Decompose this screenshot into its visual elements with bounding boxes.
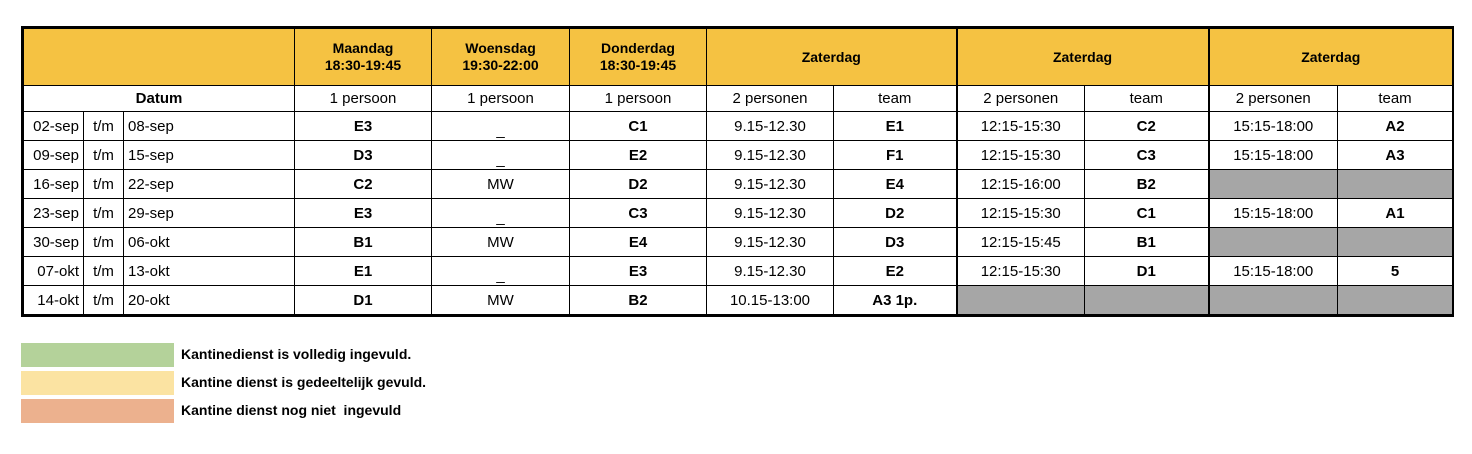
cell-sat3-team: A2 [1338, 112, 1453, 141]
legend-swatch-complete [21, 343, 174, 367]
cell-sat1-team: D2 [834, 199, 957, 228]
date-from: 09-sep [24, 141, 84, 170]
cell-sat3-time: 15:15-18:00 [1209, 141, 1338, 170]
sub-sat3-team: team [1338, 86, 1453, 112]
cell-sat1-time: 9.15-12.30 [707, 112, 834, 141]
cell-sat3-time: 15:15-18:00 [1209, 257, 1338, 286]
cell-monday: E3 [295, 199, 432, 228]
cell-sat1-time: 9.15-12.30 [707, 228, 834, 257]
date-sep: t/m [84, 286, 124, 315]
cell-sat1-time: 9.15-12.30 [707, 257, 834, 286]
cell-sat1-time: 9.15-12.30 [707, 170, 834, 199]
cell-monday: E3 [295, 112, 432, 141]
cell-sat3-time [1209, 170, 1338, 199]
cell-sat2-team: C3 [1085, 141, 1209, 170]
cell-sat1-team: D3 [834, 228, 957, 257]
date-sep: t/m [84, 199, 124, 228]
cell-monday: D1 [295, 286, 432, 315]
cell-sat1-team: E2 [834, 257, 957, 286]
cell-thursday: C3 [570, 199, 707, 228]
date-sep: t/m [84, 112, 124, 141]
date-from: 07-okt [24, 257, 84, 286]
legend-label-partial: Kantine dienst is gedeeltelijk gevuld. [181, 374, 427, 390]
subheader-row [24, 86, 1453, 112]
cell-sat1-team: A3 1p. [834, 286, 957, 315]
cell-sat2-time: 12:15-15:30 [957, 199, 1085, 228]
cell-thursday: E2 [570, 141, 707, 170]
cell-wednesday: MW [432, 228, 570, 257]
date-sep: t/m [84, 257, 124, 286]
date-to: 15-sep [124, 141, 295, 170]
cell-thursday: D2 [570, 170, 707, 199]
cell-sat3-team: A3 [1338, 141, 1453, 170]
table-row [24, 286, 1453, 315]
header-row [24, 29, 1453, 86]
date-from: 14-okt [24, 286, 84, 315]
cell-sat2-team [1085, 286, 1209, 315]
legend-label-empty: Kantine dienst nog niet ingevuld [181, 402, 402, 418]
cell-wednesday: _ [432, 112, 570, 141]
header-saturday-1: Zaterdag [707, 29, 957, 86]
cell-thursday: E4 [570, 228, 707, 257]
table-row [24, 228, 1453, 257]
cell-sat2-time: 12:15-15:45 [957, 228, 1085, 257]
cell-thursday: E3 [570, 257, 707, 286]
legend-swatch-empty [21, 399, 174, 423]
cell-sat1-time: 9.15-12.30 [707, 141, 834, 170]
sub-sat2-team: team [1085, 86, 1209, 112]
cell-sat2-team: D1 [1085, 257, 1209, 286]
sub-wednesday: 1 persoon [432, 86, 570, 112]
cell-sat3-team [1338, 170, 1453, 199]
header-wednesday: Woensdag 19:30-22:00 [432, 29, 570, 86]
sub-sat2-persons: 2 personen [957, 86, 1085, 112]
sub-sat1-team: team [834, 86, 957, 112]
cell-sat3-time [1209, 228, 1338, 257]
cell-sat2-team: C2 [1085, 112, 1209, 141]
sub-thursday: 1 persoon [570, 86, 707, 112]
date-to: 06-okt [124, 228, 295, 257]
date-sep: t/m [84, 228, 124, 257]
header-thursday: Donderdag 18:30-19:45 [570, 29, 707, 86]
header-monday: Maandag 18:30-19:45 [295, 29, 432, 86]
date-to: 22-sep [124, 170, 295, 199]
cell-wednesday: MW [432, 170, 570, 199]
cell-wednesday: _ [432, 141, 570, 170]
cell-wednesday: MW [432, 286, 570, 315]
cell-monday: D3 [295, 141, 432, 170]
cell-sat3-team [1338, 286, 1453, 315]
date-from: 23-sep [24, 199, 84, 228]
datum-header: Datum [24, 86, 295, 112]
header-saturday-2: Zaterdag [957, 29, 1209, 86]
table-row [24, 170, 1453, 199]
cell-sat2-time: 12:15-15:30 [957, 112, 1085, 141]
cell-sat2-team: C1 [1085, 199, 1209, 228]
date-sep: t/m [84, 141, 124, 170]
table-row [24, 257, 1453, 286]
cell-sat3-time: 15:15-18:00 [1209, 199, 1338, 228]
date-to: 29-sep [124, 199, 295, 228]
cell-sat2-team: B1 [1085, 228, 1209, 257]
cell-sat1-team: F1 [834, 141, 957, 170]
table-row [24, 141, 1453, 170]
legend-swatch-partial [21, 371, 174, 395]
cell-thursday: C1 [570, 112, 707, 141]
cell-wednesday: _ [432, 199, 570, 228]
cell-monday: E1 [295, 257, 432, 286]
schedule-body [24, 112, 1453, 315]
cell-sat1-time: 10.15-13:00 [707, 286, 834, 315]
date-to: 13-okt [124, 257, 295, 286]
cell-sat3-team [1338, 228, 1453, 257]
header-saturday-3: Zaterdag [1209, 29, 1453, 86]
cell-sat2-time: 12:15-15:30 [957, 141, 1085, 170]
cell-sat2-time: 12:15-15:30 [957, 257, 1085, 286]
cell-wednesday: _ [432, 257, 570, 286]
cell-monday: C2 [295, 170, 432, 199]
header-blank [24, 29, 295, 86]
cell-sat3-team: A1 [1338, 199, 1453, 228]
cell-sat1-team: E4 [834, 170, 957, 199]
cell-thursday: B2 [570, 286, 707, 315]
cell-sat3-time: 15:15-18:00 [1209, 112, 1338, 141]
cell-sat2-time [957, 286, 1085, 315]
cell-sat3-team: 5 [1338, 257, 1453, 286]
table-row [24, 112, 1453, 141]
cell-sat2-team: B2 [1085, 170, 1209, 199]
cell-sat3-time [1209, 286, 1338, 315]
sub-sat3-persons: 2 personen [1209, 86, 1338, 112]
legend-label-complete: Kantinedienst is volledig ingevuld. [181, 346, 412, 362]
date-from: 16-sep [24, 170, 84, 199]
date-sep: t/m [84, 170, 124, 199]
cell-sat1-time: 9.15-12.30 [707, 199, 834, 228]
cell-sat1-team: E1 [834, 112, 957, 141]
cell-sat2-time: 12:15-16:00 [957, 170, 1085, 199]
schedule-table [23, 28, 1453, 315]
date-to: 08-sep [124, 112, 295, 141]
date-from: 30-sep [24, 228, 84, 257]
sub-sat1-persons: 2 personen [707, 86, 834, 112]
date-to: 20-okt [124, 286, 295, 315]
sub-monday: 1 persoon [295, 86, 432, 112]
cell-monday: B1 [295, 228, 432, 257]
table-row [24, 199, 1453, 228]
schedule-sheet [21, 26, 1454, 317]
date-from: 02-sep [24, 112, 84, 141]
